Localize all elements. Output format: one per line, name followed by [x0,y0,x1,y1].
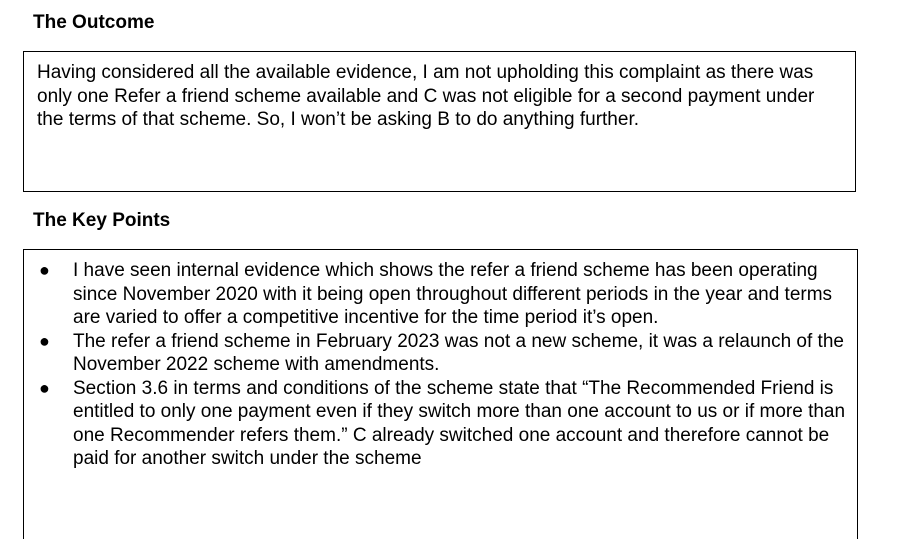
key-point-item [24,377,847,471]
key-point-text: Section 3.6 in terms and conditions of the scheme state that “The Recommended Friend is entitled to only one payment even if they switch more than one account to us or if more than one Recommender refers them.” C already switched one account and therefore cannot be paid for another switch under the scheme [73,377,846,469]
key-point-item [24,330,847,377]
key-points-list [24,259,847,471]
key-point-item [24,259,847,330]
bullet-icon: ● [39,260,50,280]
key-points-box [23,249,858,539]
bullet-icon: ● [39,330,50,351]
key-points-heading: The Key Points [33,210,171,231]
outcome-heading: The Outcome [33,12,155,33]
bullet-icon: ● [39,377,50,398]
outcome-text: Having considered all the available evidence, I am not upholding this complaint as there was only one Refer a friend scheme available and C was not eligible for a second payment under the terms of that scheme. So, I won’t be asking B to do anything further. [37,62,815,130]
key-point-text: The refer a friend scheme in February 2023 was not a new scheme, it was a relaunch of the November 2022 scheme with amendments. [73,330,844,375]
outcome-box [23,51,856,192]
key-point-text: I have seen internal evidence which shows the refer a friend scheme has been operating since November 2020 with it being open throughout different periods in the year and terms are varied to offer a competitive incentive for the time period it’s open. [73,260,833,328]
